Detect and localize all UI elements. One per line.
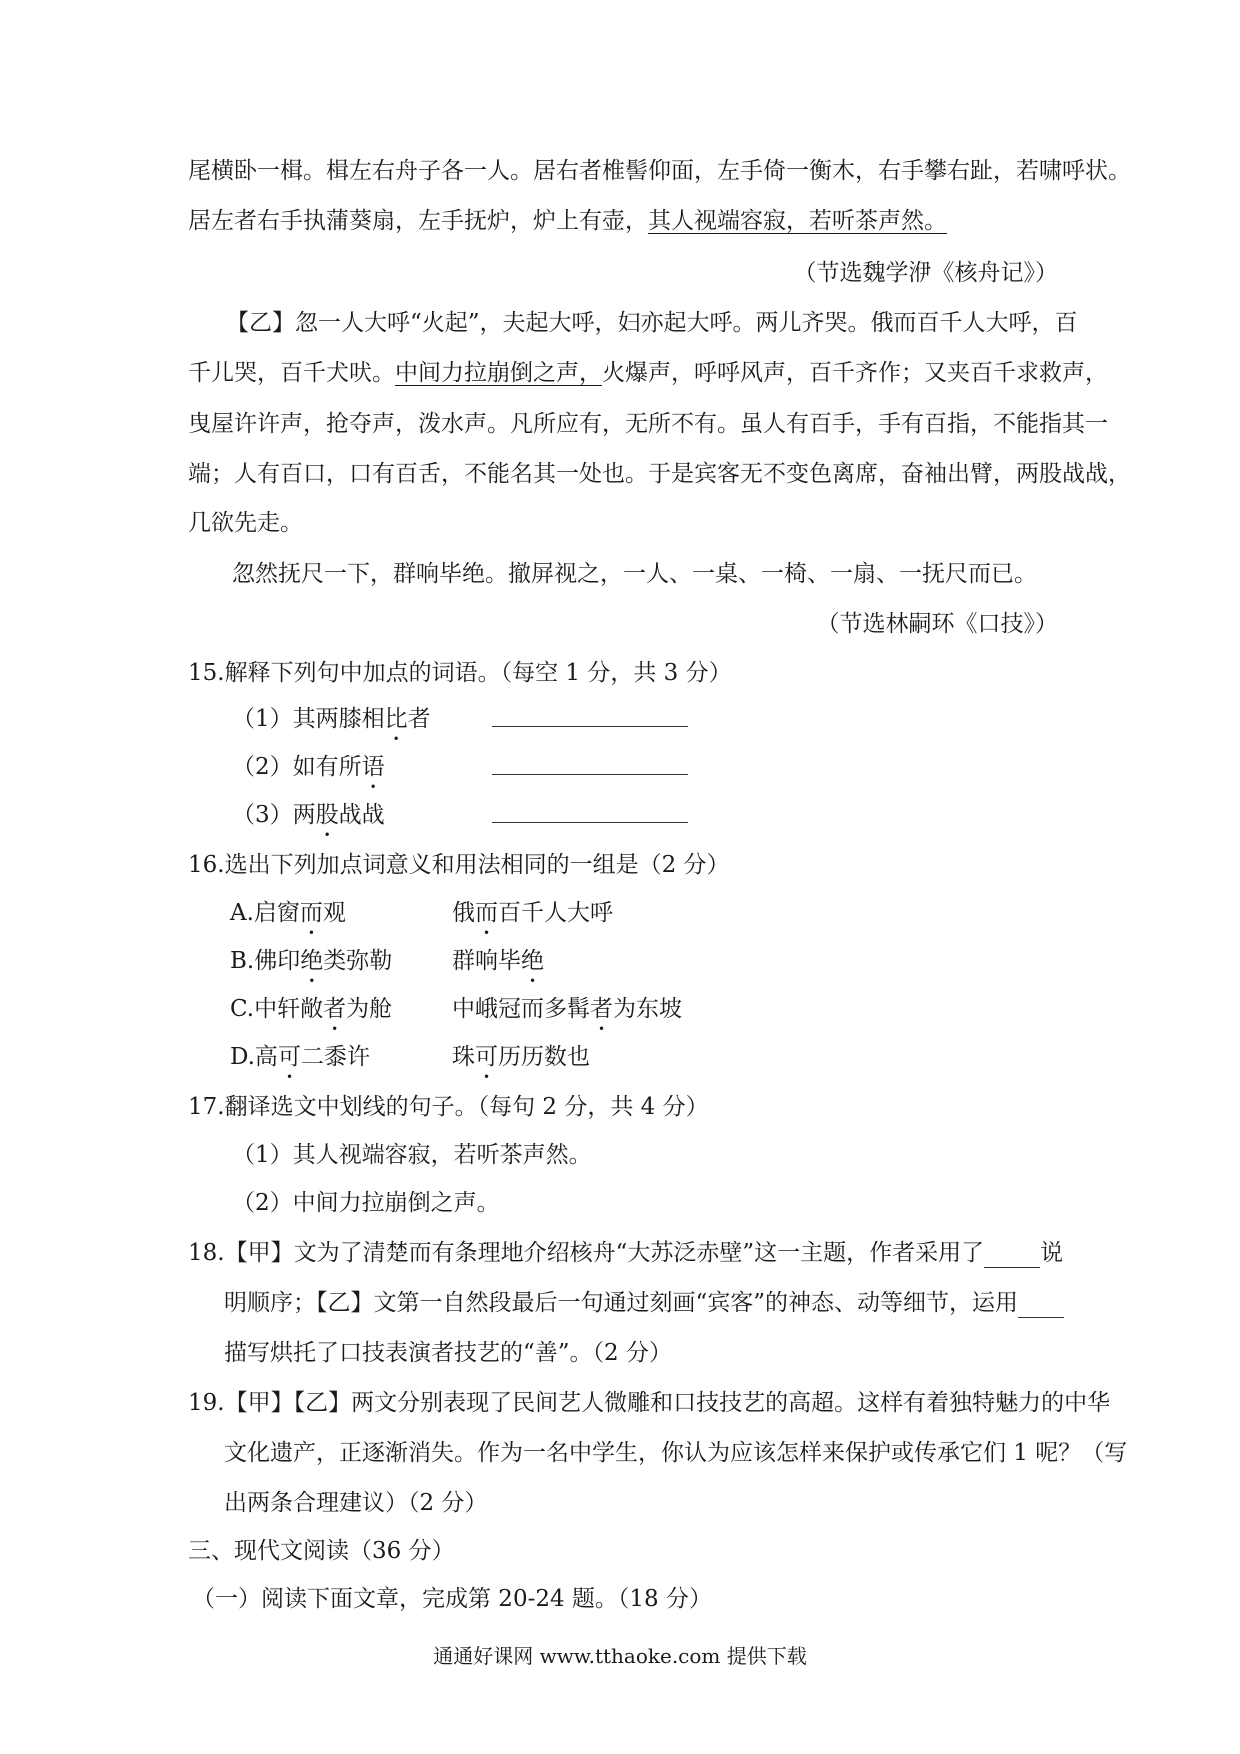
- answer-blank-2[interactable]: [492, 752, 688, 775]
- question-16-stem: 16.选出下列加点词意义和用法相同的一组是（2 分）: [188, 852, 730, 878]
- passage-jia-line-1: 尾横卧一楫。楫左右舟子各一人。居右者椎髻仰面，左手倚一衡木，右手攀右趾，若啸呼状。: [188, 158, 1131, 184]
- passage-yi-line-4: 端；人有百口，口有百舌，不能名其一处也。于是宾客无不变色离席，奋袖出臂，两股战战，: [188, 461, 1131, 487]
- q16-option-a: A.启窗而观 俄而百千人大呼: [230, 900, 613, 926]
- q16-option-b: B.佛印绝类弥勒 群响毕绝: [230, 948, 544, 974]
- q15-item-3: （3）两股战战: [232, 800, 692, 842]
- q15-item-1: （1）其两膝相比者: [232, 704, 692, 746]
- q15-item-2: （2）如有所语: [232, 752, 692, 794]
- source-citation-yi: （节选林嗣环《口技》）: [816, 611, 1058, 637]
- underlined-sentence-2: 中间力拉崩倒之声，: [395, 360, 602, 386]
- section-3-subtitle: （一）阅读下面文章，完成第 20-24 题。（18 分）: [192, 1586, 713, 1612]
- question-19-line-1: 19.【甲】【乙】两文分别表现了民间艺人微雕和口技技艺的高超。这样有着独特魅力的中华: [188, 1390, 1111, 1416]
- question-15-stem: 15.解释下列句中加点的词语。（每空 1 分，共 3 分）: [188, 660, 732, 686]
- answer-blank-3[interactable]: [492, 800, 688, 823]
- passage-yi-line-6: 忽然抚尺一下，群响毕绝。撤屏视之，一人、一桌、一椅、一扇、一抚尺而已。: [232, 561, 1037, 587]
- question-18-line-1: 18.【甲】文为了清楚而有条理地介绍核舟“大苏泛赤壁”这一主题，作者采用了 说: [188, 1240, 1064, 1266]
- page-footer: 通通好课网 www.tthaoke.com 提供下载: [433, 1644, 807, 1668]
- underlined-sentence-1: 其人视端容寂，若听茶声然。: [648, 208, 947, 234]
- question-19-line-2: 文化遗产，正逐渐消失。作为一名中学生，你认为应该怎样来保护或传承它们 1 呢？（写: [224, 1440, 1128, 1466]
- q17-item-2: （2）中间力拉崩倒之声。: [232, 1190, 500, 1216]
- section-3-title: 三、现代文阅读（36 分）: [188, 1538, 455, 1564]
- passage-yi-line-1: 【乙】忽一人大呼“火起”，夫起大呼，妇亦起大呼。两儿齐哭。俄而百千人大呼，百: [226, 310, 1078, 336]
- passage-yi-line-3: 曳屋许许声，抢夺声，泼水声。凡所应有，无所不有。虽人有百手，手有百指，不能指其一: [188, 411, 1108, 437]
- question-18-line-2: 明顺序；【乙】文第一自然段最后一句通过刻画“宾客”的神态、动等细节，运用: [224, 1288, 1064, 1318]
- answer-blank-1[interactable]: [492, 704, 688, 727]
- answer-blank-18-2[interactable]: [1018, 1295, 1064, 1318]
- passage-yi-line-2: 千儿哭，百千犬吠。中间力拉崩倒之声，火爆声，呼呼风声，百千齐作；又夹百千求救声，: [188, 360, 1108, 386]
- passage-jia-line-2: 居左者右手执蒲葵扇，左手抚炉，炉上有壶，其人视端容寂，若听茶声然。: [188, 208, 947, 234]
- source-citation-jia: （节选魏学洢《核舟记》）: [793, 260, 1058, 286]
- question-17-stem: 17.翻译选文中划线的句子。（每句 2 分，共 4 分）: [188, 1094, 709, 1120]
- q16-option-d: D.高可二黍许 珠可历历数也: [230, 1044, 590, 1070]
- answer-blank-18-1[interactable]: [984, 1245, 1040, 1268]
- q17-item-1: （1）其人视端容寂，若听茶声然。: [232, 1142, 592, 1168]
- passage-yi-line-5: 几欲先走。: [188, 510, 303, 536]
- q16-option-c: C.中轩敞者为舱 中峨冠而多髯者为东坡: [230, 996, 682, 1022]
- question-19-line-3: 出两条合理建议）（2 分）: [224, 1490, 488, 1516]
- question-18-line-3: 描写烘托了口技表演者技艺的“善”。（2 分）: [224, 1340, 672, 1366]
